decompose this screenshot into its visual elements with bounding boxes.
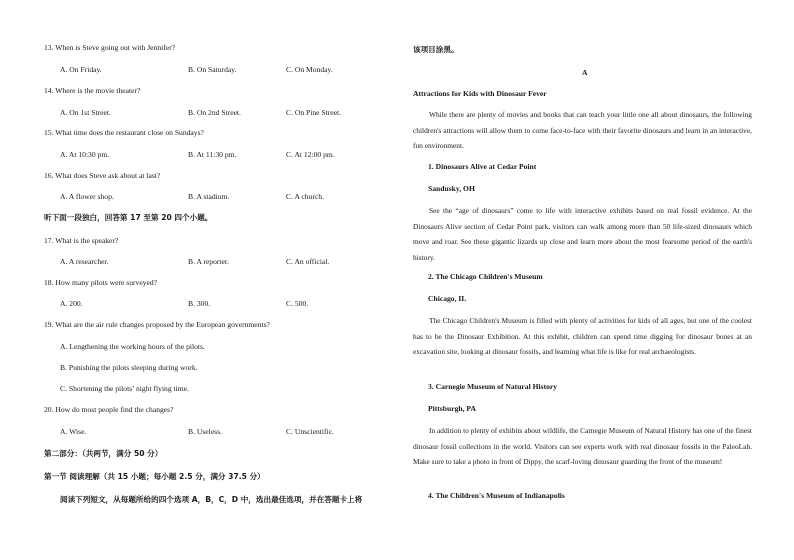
option-b: B. On Saturday. <box>188 65 237 74</box>
option-b: B. A reporter. <box>188 257 229 266</box>
option-a: A. A flower shop. <box>60 192 114 201</box>
attraction-heading: 4. The Children's Museum of Indianapolis <box>428 491 565 500</box>
question-20: 20. How do most people find the changes? <box>44 405 174 414</box>
passage-intro: While there are plenty of movies and books that can teach your little one all about dinosaurs, the following children's attractions will allow them to come face-to-face with their favorite dinosaurs and learn in an interactive, fun environment. <box>413 110 752 150</box>
question-13: 13. When is Steve going out with Jennifer? <box>44 43 176 52</box>
option-c: C. At 12:00 pm. <box>286 150 335 159</box>
attraction-description: The Chicago Children's Museum is filled with plenty of activities for kids of all ages, but one of the coolest has to be the Dinosaur Exhibition. At this exhibit, children can spend time digging for dinosaur bones at an excavation site, looking at dinosaur fossils, and learning what life is like for real archaeologists. <box>413 316 752 356</box>
monologue-instruction: 听下面一段独白，回答第 17 至第 20 四个小题。 <box>44 213 213 222</box>
option-a: A. On 1st Street. <box>60 108 111 117</box>
instruction-continuation: 该项目涂黑。 <box>413 45 459 54</box>
question-16: 16. What does Steve ask about at last? <box>44 171 161 180</box>
option-a: A. Lengthening the working hours of the pilots. <box>60 342 205 351</box>
option-a: A. 200. <box>60 299 83 308</box>
passage-letter: A <box>582 68 588 77</box>
attraction-heading: 2. The Chicago Children's Museum <box>428 272 543 281</box>
option-b: B. A stadium. <box>188 192 230 201</box>
option-c: C. An official. <box>286 257 330 266</box>
option-b: B. On 2nd Street. <box>188 108 241 117</box>
question-14: 14. Where is the movie theater? <box>44 86 141 95</box>
attraction-location: Pittsburgh, PA <box>428 404 476 413</box>
option-c: C. 500. <box>286 299 309 308</box>
section-heading: 第一节 阅读理解（共 15 小题；每小题 2.5 分，满分 37.5 分） <box>44 472 265 481</box>
option-b: B. Punishing the pilots sleeping during work. <box>60 363 198 372</box>
option-c: C. On Pine Street. <box>286 108 342 117</box>
reading-instruction: 阅读下列短文，从每题所给的四个选项 A，B，C，D 中，选出最佳选项，并在答题卡上将 <box>60 495 363 504</box>
passage-title: Attractions for Kids with Dinosaur Fever <box>413 89 547 98</box>
question-19: 19. What are the air rule changes proposed by the European governments? <box>44 320 270 329</box>
option-c: C. Shortening the pilots’ night flying time. <box>60 384 189 393</box>
attraction-description: See the “age of dinosaurs” come to life with interactive exhibits based on real fossil evidence. At the Dinosaurs Alive section of Cedar Point park, visitors can walk among more than 50 life-sized dinosaurs which move and roar. See these gigantic lizards up close and learn more about the most fearsome period of the earth's history. <box>413 206 752 262</box>
option-c: C. A church. <box>286 192 324 201</box>
option-a: A. Wise. <box>60 427 87 436</box>
option-a: A. A researcher. <box>60 257 109 266</box>
attraction-heading: 3. Carnegie Museum of Natural History <box>428 382 558 391</box>
option-b: B. At 11:30 pm. <box>188 150 237 159</box>
option-b: B. Useless. <box>188 427 222 436</box>
option-a: A. At 10:30 pm. <box>60 150 110 159</box>
question-18: 18. How many pilots were surveyed? <box>44 278 158 287</box>
part-heading: 第二部分：（共两节，满分 50 分） <box>44 449 163 458</box>
option-c: C. Unscientific. <box>286 427 334 436</box>
attraction-location: Chicago, IL <box>428 294 467 303</box>
attraction-description: In addition to plenty of exhibits about wildlife, the Carnegie Museum of Natural History has one of the finest dinosaur fossil collections in the world. Visitors can see experts work with real dinosaur fossils in the PaleoLab. Make sure to take a photo in front of Dippy, the scarf-loving dinosaur guarding the front of the museum! <box>413 426 752 466</box>
option-a: A. On Friday. <box>60 65 102 74</box>
option-c: C. On Monday. <box>286 65 333 74</box>
attraction-location: Sandusky, OH <box>428 184 475 193</box>
attraction-heading: 1. Dinosaurs Alive at Cedar Point <box>428 162 537 171</box>
question-15: 15. What time does the restaurant close on Sundays? <box>44 128 204 137</box>
option-b: B. 300. <box>188 299 211 308</box>
question-17: 17. What is the speaker? <box>44 236 119 245</box>
